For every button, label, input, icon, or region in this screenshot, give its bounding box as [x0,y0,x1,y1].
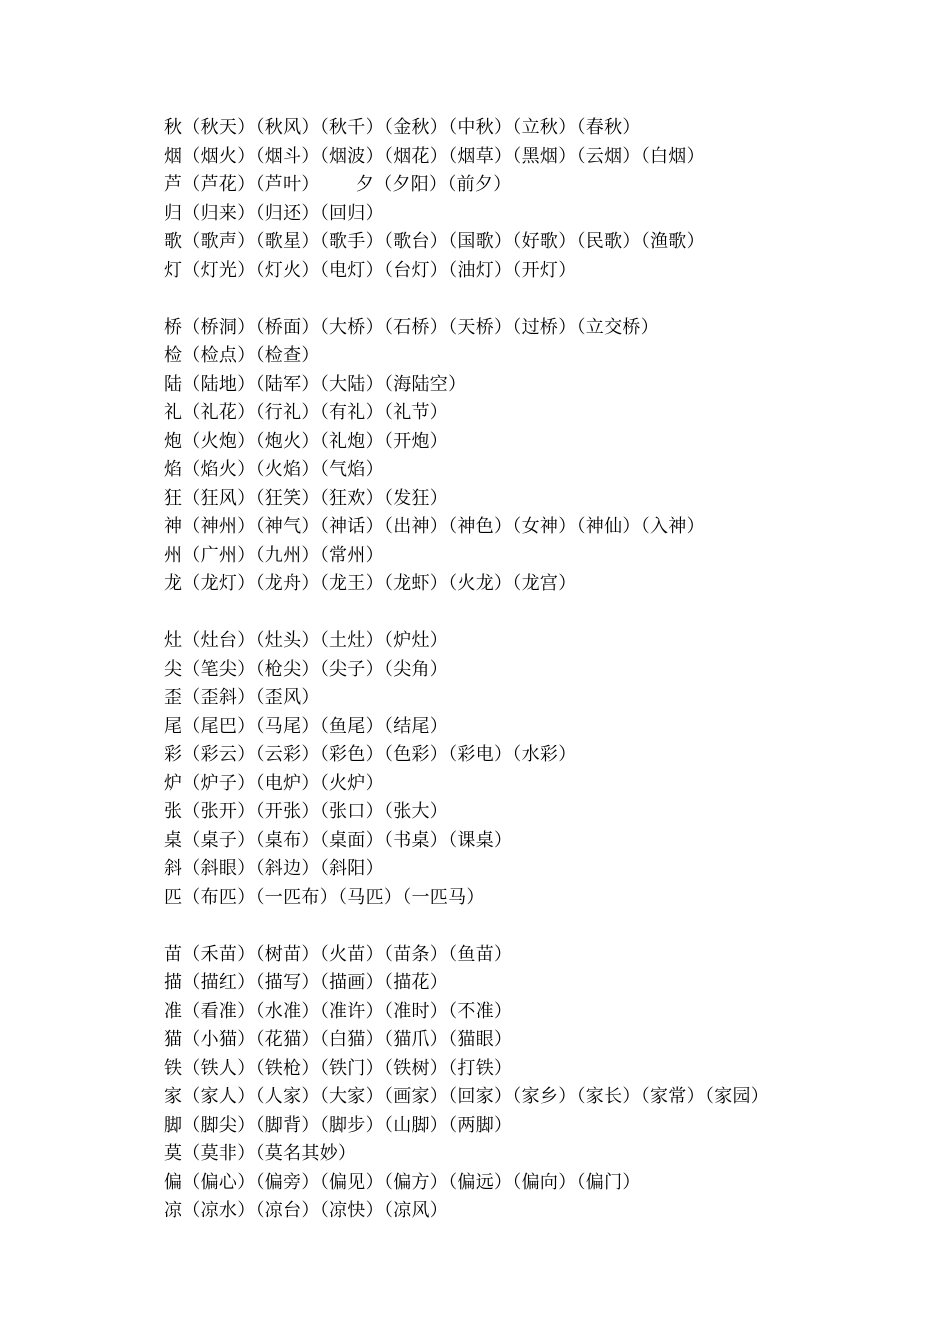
word-entry-line: 烟（烟火）（烟斗）（烟波）（烟花）（烟草）（黑烟）（云烟）（白烟） [164,145,705,167]
word-entry-line: 灶（灶台）（灶头）（土灶）（炉灶） [164,630,449,651]
word-entry-line: 陆（陆地）（陆军）（大陆）（海陆空） [164,373,467,395]
word-entry-line: 凉（凉水）（凉台）（凉快）（凉风） [164,1200,449,1221]
word-entry-line: 莫（莫非）（莫名其妙） [164,1143,357,1164]
word-entry-line: 猫（小猫）（花猫）（白猫）（猫爪）（猫眼） [164,1029,513,1050]
word-entry-line: 准（看准）（水准）（准许）（准时）（不准） [164,1000,513,1022]
word-entry-line: 礼（礼花）（行礼）（有礼）（礼节） [164,402,449,423]
word-entry-line: 尾（尾巴）（马尾）（鱼尾）（结尾） [164,715,449,737]
word-entry-line: 歌（歌声）（歌星）（歌手）（歌台）（国歌）（好歌）（民歌）（渔歌） [164,231,705,252]
word-entry-line: 彩（彩云）（云彩）（彩色）（色彩）（彩电）（水彩） [164,744,577,765]
blank-line [164,599,884,628]
word-entry-line: 桥（桥洞）（桥面）（大桥）（石桥）（天桥）（过桥）（立交桥） [164,316,659,338]
word-entry-line: 家（家人）（人家）（大家）（画家）（回家）（家乡）（家长）（家常）（家园） [164,1086,770,1107]
word-entry-line: 偏（偏心）（偏旁）（偏见）（偏方）（偏远）（偏向）（偏门） [164,1171,641,1193]
word-entry-line: 张（张开）（开张）（张口）（张大） [164,801,449,822]
word-entry-line: 神（神州）（神气）（神话）（出神）（神色）（女神）（神仙）（入神） [164,516,705,537]
word-entry-line: 斜（斜眼）（斜边）（斜阳） [164,858,384,879]
word-entry-line: 桌（桌子）（桌布）（桌面）（书桌）（课桌） [164,829,513,851]
word-entry-line: 州（广州）（九州）（常州） [164,544,384,566]
word-entry-line: 尖（笔尖）（枪尖）（尖子）（尖角） [164,658,449,680]
word-entry-line: 狂（狂风）（狂笑）（狂欢）（发狂） [164,487,449,509]
word-entry-line: 焰（焰火）（火焰）（气焰） [164,459,384,480]
word-entry-line: 灯（灯光）（灯火）（电灯）（台灯）（油灯）（开灯） [164,259,577,281]
blank-line [164,285,884,314]
word-entry-line: 炉（炉子）（电炉）（火炉） [164,772,384,794]
word-entry-line: 炮（火炮）（炮火）（礼炮）（开炮） [164,430,449,452]
word-entry-line: 苗（禾苗）（树苗）（火苗）（苗条）（鱼苗） [164,943,513,965]
blank-line [164,912,884,941]
word-entry-line: 归（归来）（归还）（回归） [164,202,384,224]
word-entry-line: 铁（铁人）（铁枪）（铁门）（铁树）（打铁） [164,1057,513,1079]
word-entry-line: 检（检点）（检查） [164,345,320,366]
word-entry-line: 秋（秋天）（秋风）（秋千）（金秋）（中秋）（立秋）（春秋） [164,117,641,138]
word-list-document [164,114,884,1226]
word-entry-line: 脚（脚尖）（脚背）（脚步）（山脚）（两脚） [164,1114,513,1136]
word-entry-line: 龙（龙灯）（龙舟）（龙王）（龙虾）（火龙）（龙宫） [164,573,577,594]
word-entry-line: 芦（芦花）（芦叶） 夕（夕阳）（前夕） [164,174,512,195]
word-entry-line: 匹（布匹）（一匹布）（马匹）（一匹马） [164,886,485,908]
word-entry-line: 描（描红）（描写）（描画）（描花） [164,972,449,993]
word-entry-line: 歪（歪斜）（歪风） [164,687,320,708]
